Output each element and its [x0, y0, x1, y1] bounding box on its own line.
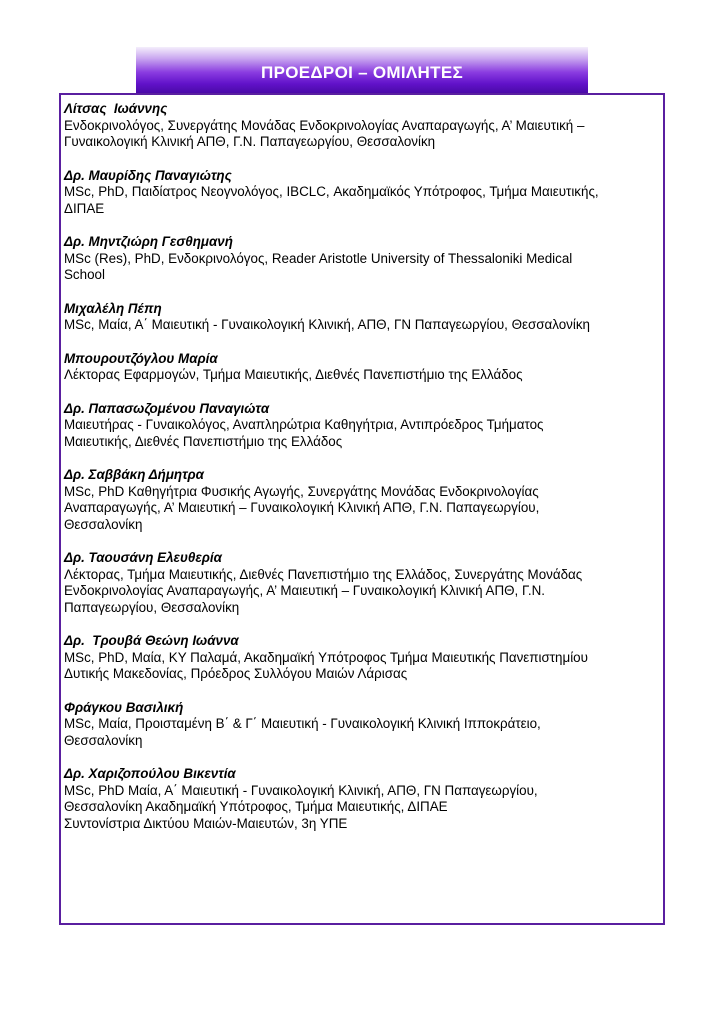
- person-name: Φράγκου Βασιλική: [64, 699, 184, 715]
- person-name: Δρ. Ταουσάνη Ελευθερία: [64, 550, 222, 565]
- person-description: MSc, Μαία, Προισταμένη Β΄ & Γ΄ Μαιευτική - Γυναικολογική Κλινική Ιπποκράτειο, Θεσσαλονίκη: [64, 716, 541, 748]
- person-name: Δρ. Χαριζοπούλου Βικεντία: [64, 766, 236, 781]
- list-item: [64, 467, 660, 533]
- person-description: Ενδοκρινολόγος, Συνεργάτης Μονάδας Ενδοκρινολογίας Αναπαραγωγής, Α’ Μαιευτική – Γυναικολογική Κλινική ΑΠΘ, Γ.Ν. Παπαγεωργίου, Θεσσαλονίκη: [64, 117, 585, 149]
- person-name: Λίτσας Ιωάννης: [64, 101, 168, 116]
- person-description: MSc, PhD, Παιδίατρος Νεογνολόγος, IBCLC, Ακαδημαϊκός Υπότροφος, Τμήμα Μαιευτικής, ΔΙΠΑΕ: [64, 184, 599, 216]
- page-title: ΠΡΟΕΔΡΟΙ – ΟΜΙΛΗΤΕΣ: [261, 63, 463, 82]
- person-name: Μιχαλέλη Πέπη: [64, 300, 162, 316]
- list-item: [64, 351, 660, 384]
- person-description: Μαιευτήρας - Γυναικολόγος, Αναπληρώτρια Καθηγήτρια, Αντιπρόεδρος Τμήματος Μαιευτικής, Διεθνές Πανεπιστήμιο της Ελλάδος: [64, 417, 544, 449]
- person-description: Λέκτορας Εφαρμογών, Τμήμα Μαιευτικής, Διεθνές Πανεπιστήμιο της Ελλάδος: [64, 367, 523, 382]
- list-item: [64, 101, 660, 151]
- person-description: Λέκτορας, Τμήμα Μαιευτικής, Διεθνές Πανεπιστήμιο της Ελλάδος, Συνεργάτης Μονάδας Ενδοκρινολογίας Αναπαραγωγής, Α’ Μαιευτική – Γυναικολογική Κλινική ΑΠΘ, Γ.Ν. Παπαγεωργίου, Θεσσαλονίκη: [64, 566, 583, 615]
- person-name: Δρ. Μαυρίδης Παναγιώτης: [64, 167, 232, 183]
- person-name: Δρ. Τρουβά Θεώνη Ιωάννα: [64, 633, 239, 648]
- speakers-list: [64, 101, 660, 849]
- list-item: [64, 301, 660, 334]
- list-item: [64, 766, 660, 832]
- person-name: Δρ. Παπασωζομένου Παναγιώτα: [64, 400, 270, 416]
- list-item: [64, 550, 660, 616]
- person-name: Δρ. Μηντζιώρη Γεσθημανή: [64, 234, 233, 249]
- list-item: [64, 700, 660, 750]
- header-banner: [136, 47, 588, 93]
- person-name: Μπουρουτζόγλου Μαρία: [64, 350, 218, 366]
- list-item: [64, 168, 660, 218]
- person-description: MSc (Res), PhD, Ενδοκρινολόγος, Reader Aristotle University of Thessaloniki Medical School: [64, 250, 573, 282]
- person-description: MSc, PhD Μαία, Α΄ Μαιευτική - Γυναικολογική Κλινική, ΑΠΘ, ΓΝ Παπαγεωργίου, Θεσσαλονίκη Ακαδημαϊκή Υπότροφος, Τμήμα Μαιευτικής, ΔΙΠΑΕ Συντονίστρια Δικτύου Μαιών-Μαιευτών, 3η ΥΠΕ: [64, 782, 538, 831]
- list-item: [64, 633, 660, 683]
- person-description: MSc, PhD Καθηγήτρια Φυσικής Αγωγής, Συνεργάτης Μονάδας Ενδοκρινολογίας Αναπαραγωγής, Α’ Μαιευτική – Γυναικολογική Κλινική ΑΠΘ, Γ.Ν. Παπαγεωργίου, Θεσσαλονίκη: [64, 483, 540, 532]
- person-description: MSc, Μαία, Α΄ Μαιευτική - Γυναικολογική Κλινική, ΑΠΘ, ΓΝ Παπαγεωργίου, Θεσσαλονίκη: [64, 317, 590, 332]
- list-item: [64, 234, 660, 284]
- list-item: [64, 401, 660, 451]
- person-name: Δρ. Σαββάκη Δήμητρα: [64, 467, 204, 482]
- person-description: MSc, PhD, Μαία, ΚΥ Παλαμά, Ακαδημαϊκή Υπότροφος Τμήμα Μαιευτικής Πανεπιστημίου Δυτικής Μακεδονίας, Πρόεδρος Συλλόγου Μαιών Λάρισας: [64, 649, 588, 681]
